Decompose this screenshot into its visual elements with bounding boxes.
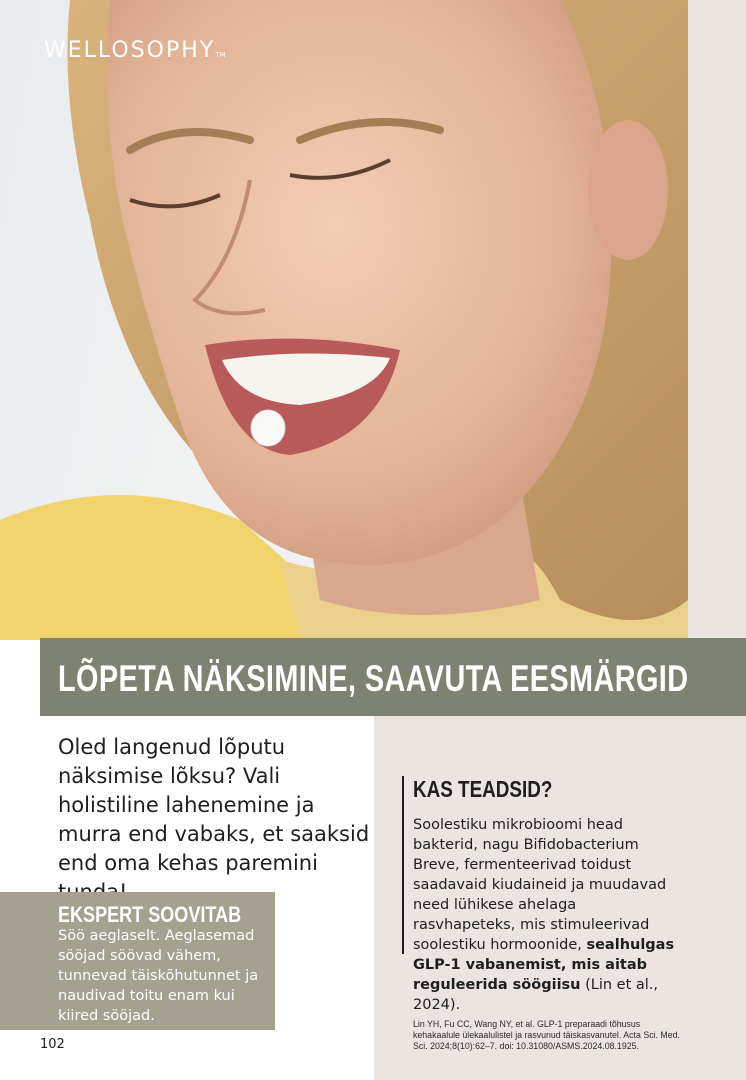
trademark-mark: TM [215,51,226,59]
expert-tip-title: EKSPERT SOOVITAB [58,902,242,927]
did-you-know-text [413,815,683,1015]
page-headline: LÕPETA NÄKSIMINE, SAAVUTA EESMÄRGID [58,658,689,699]
citation-text: Lin YH, Fu CC, Wang NY, et al. GLP-1 preparaadi tõhusus kehakaalule ülekaalulistel ja rasvunud täiskasvanutel. Acta Sci. Med. Sci. 2024;8(10):62–7. doi: 10.31080/ASMS.2024.08.1925. [413,1019,680,1051]
expert-tip-text: Söö aeglaselt. Aeglasemad sööjad söövad vähem, tunnevad täiskõhutunnet ja naudivad toitu enam kui kiired sööjad. [58,928,259,1024]
fact-reference: (Lin et al., 2024). [413,977,659,1013]
brand-logo [44,38,226,63]
fact-highlight: sealhulgas GLP-1 vabanemist, mis aitab reguleerida söögiisu [413,937,675,993]
page-number: 102 [40,1037,65,1052]
right-margin-strip [688,0,746,1080]
brand-name: WELLOSOPHY [44,38,216,63]
intro-paragraph: Oled langenud lõputu näksimise lõksu? Vali holistiline lahenemine ja murra end vabaks, et saaksid end oma kehas paremini [58,735,370,875]
did-you-know-title: KAS TEADSID? [413,776,553,802]
fact-divider-rule [402,776,404,954]
fact-body: Soolestiku mikrobioomi head bakterid, nagu Bifidobacterium Breve, fermenteerivad toidust saadavaid kiudaineid ja muudavad need lühikese ahelaga rasvhapeteks, mis stimuleerivad soolestiku hormoonide, [413,817,667,953]
